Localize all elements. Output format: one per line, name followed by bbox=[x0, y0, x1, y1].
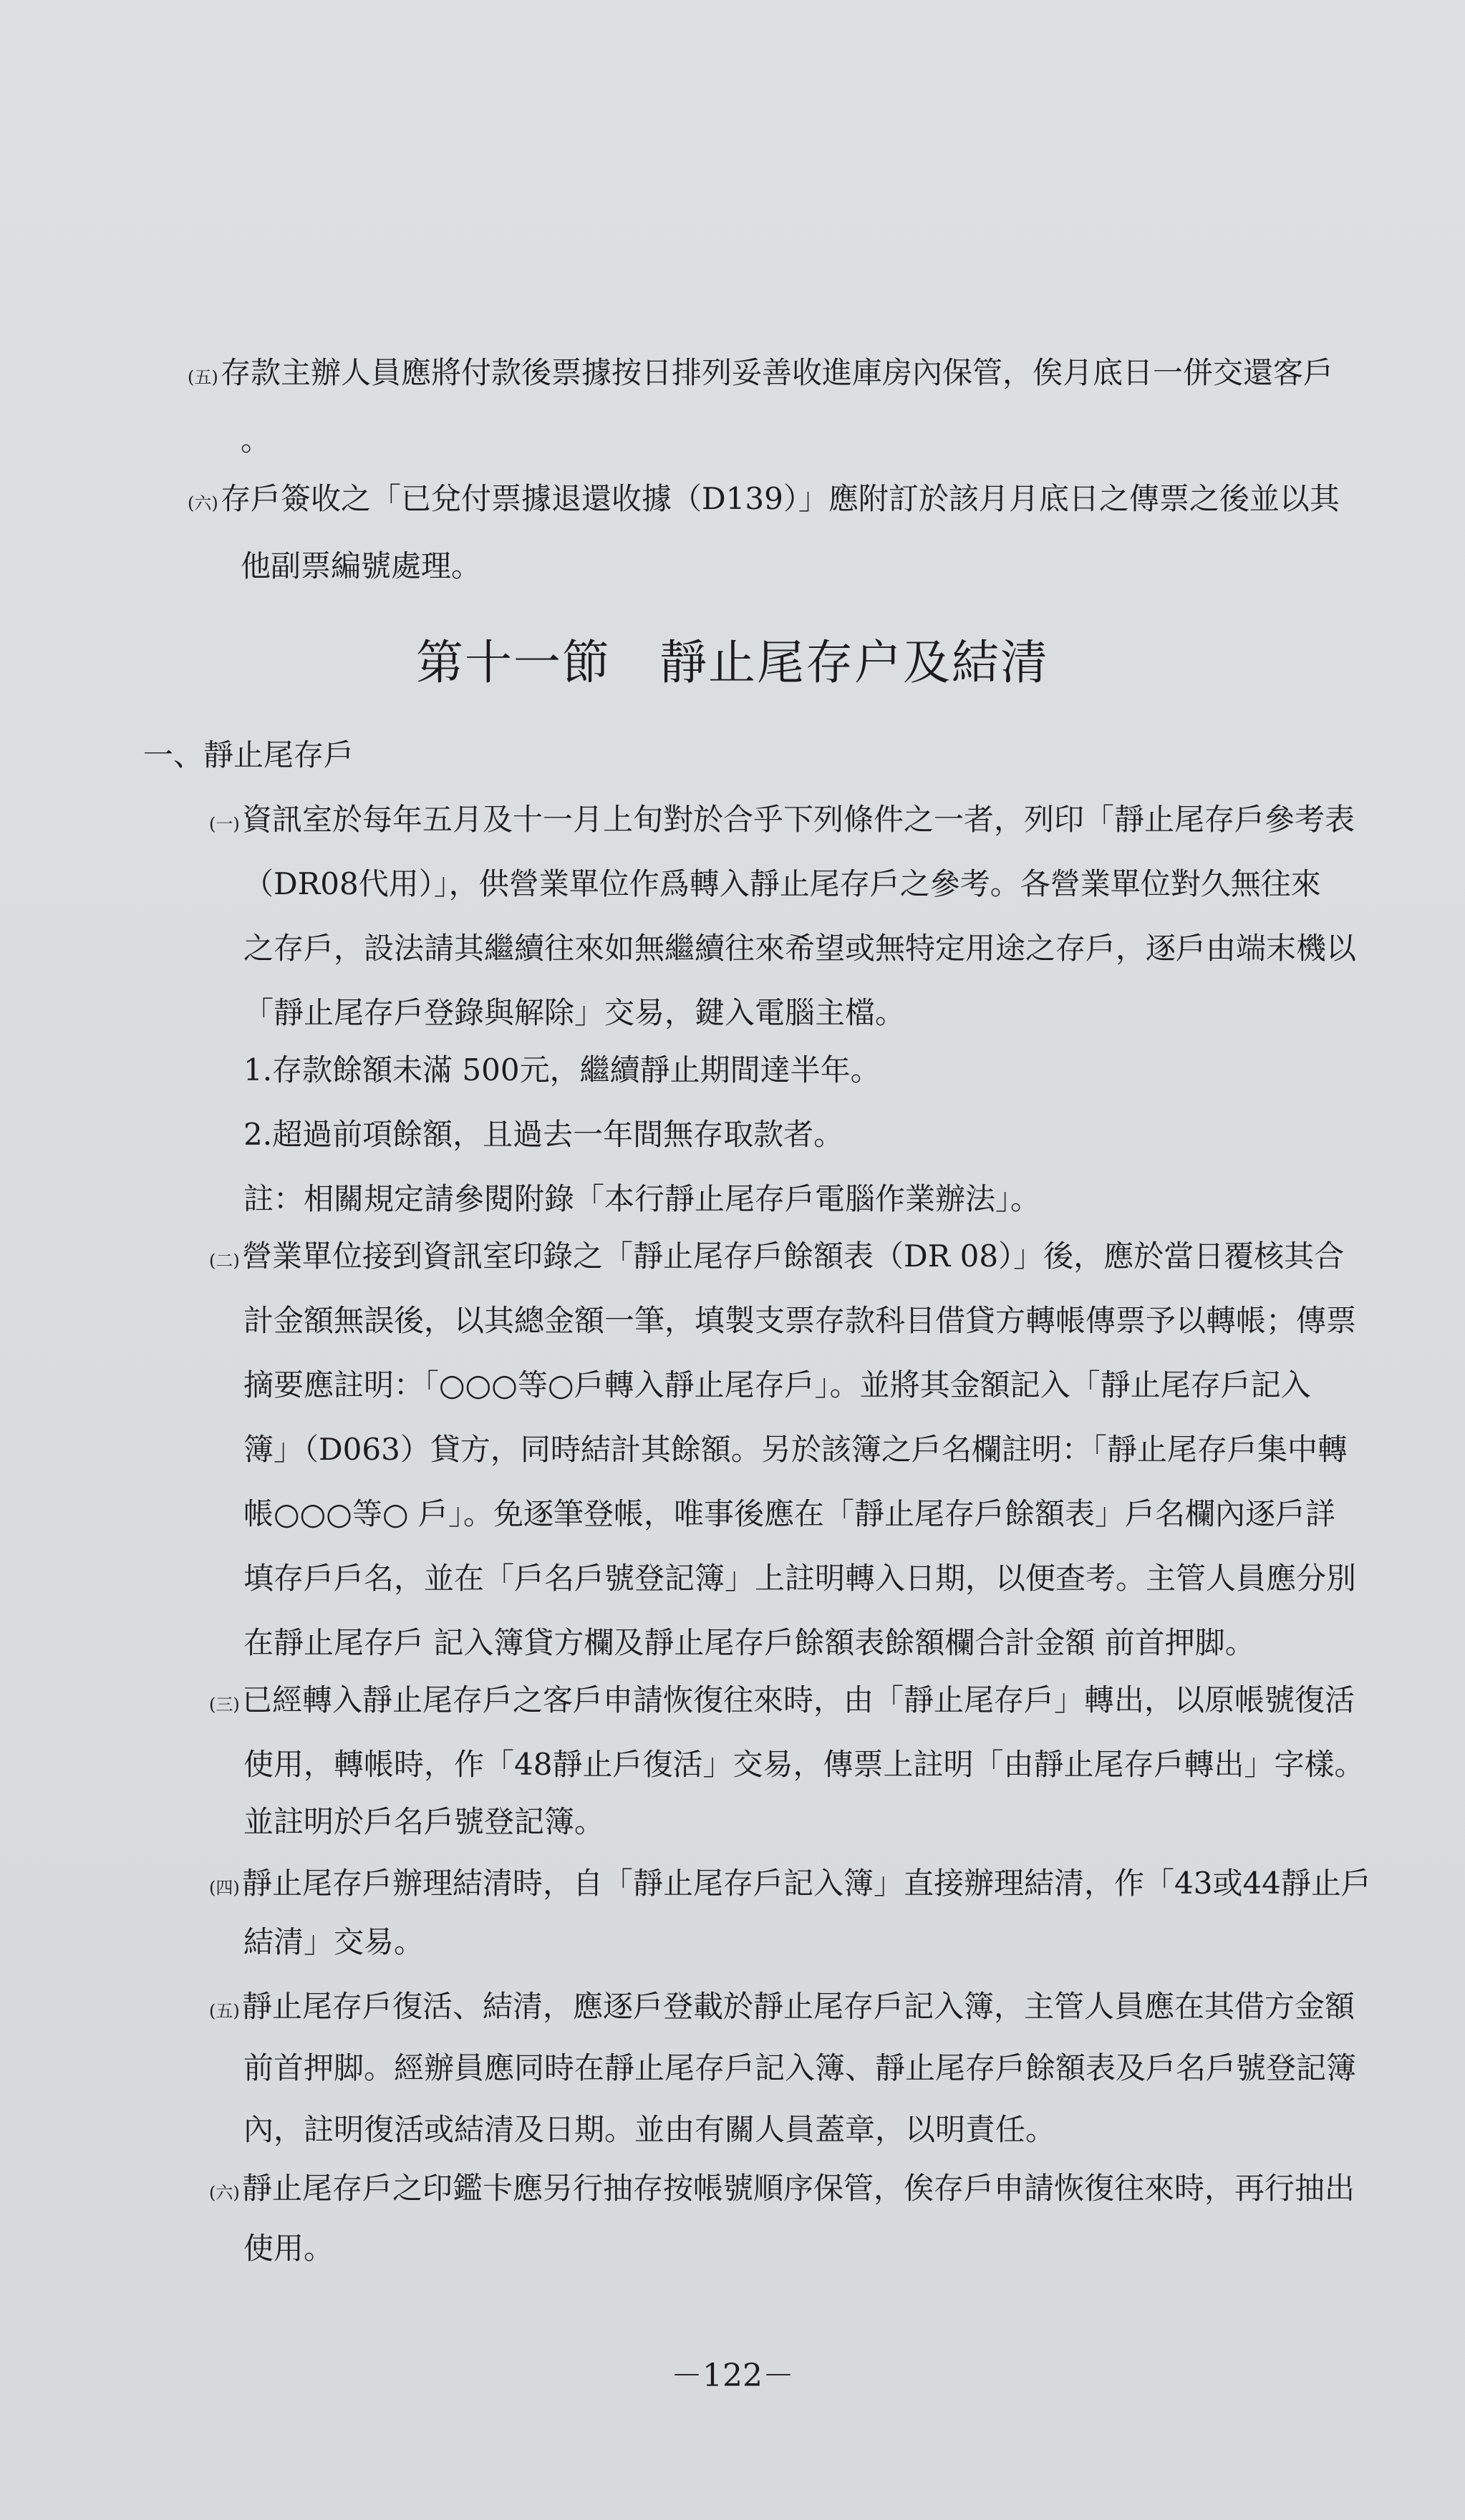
item-6-line-2: 使用。 bbox=[243, 2231, 334, 2266]
item-marker: (四) bbox=[209, 1878, 240, 1898]
item-3-line-1: (三)已經轉入靜止尾存戶之客戶申請恢復往來時，由「靜止尾存戶」轉出，以原帳號復活 bbox=[209, 1682, 1355, 1717]
item-2-line-1: (二)營業單位接到資訊室印錄之「靜止尾存戶餘額表（DR 08）」後，應於當日覆核其合 bbox=[209, 1239, 1345, 1274]
item-1-line-1: (一)資訊室於每年五月及十一月上旬對於合乎下列條件之一者，列印「靜止尾存戶參考表 bbox=[209, 802, 1355, 837]
prev-item-6-line-2: 他副票編號處理。 bbox=[241, 548, 482, 583]
page-number: －122－ bbox=[671, 2357, 794, 2394]
item-1-sub-1: 1.存款餘額未滿 500元，繼續靜止期間達半年。 bbox=[243, 1052, 881, 1087]
item-2-line-3: 摘要應註明：「○○○等○戶轉入靜止尾存戶」。並將其金額記入「靜止尾存戶記入 bbox=[243, 1367, 1311, 1402]
item-5-line-3: 內，註明復活或結清及日期。並由有關人員蓋章，以明責任。 bbox=[243, 2112, 1056, 2147]
item-4-line-1: (四)靜止尾存戶辦理結清時，自「靜止尾存戶記入簿」直接辦理結清，作「43或44靜止戶 bbox=[209, 1866, 1371, 1901]
item-2-line-5: 帳○○○等○ 戶」。免逐筆登帳，唯事後應在「靜止尾存戶餘額表」戶名欄內逐戶詳 bbox=[243, 1496, 1335, 1531]
prev-item-6-line-1: (六)存戶簽收之「已兌付票據退還收據（D139）」應附訂於該月月底日之傳票之後並以其 bbox=[188, 481, 1340, 516]
item-1-line-2: （DR08代用）」，供營業單位作爲轉入靜止尾存戶之參考。各營業單位對久無往來 bbox=[243, 866, 1321, 901]
part-heading: 一、靜止尾存戶 bbox=[143, 737, 354, 772]
item-4-line-2: 結清」交易。 bbox=[243, 1924, 425, 1959]
item-marker: (六) bbox=[209, 2183, 240, 2203]
prev-item-5-line-2: 。 bbox=[241, 422, 271, 457]
item-marker: (三) bbox=[209, 1695, 240, 1715]
item-2-line-7: 在靜止尾存戶 記入簿貸方欄及靜止尾存戶餘額表餘額欄合計金額 前首押脚。 bbox=[243, 1625, 1255, 1660]
item-marker: (二) bbox=[209, 1251, 240, 1271]
item-6-line-1: (六)靜止尾存戶之印鑑卡應另行抽存按帳號順序保管，俟存戶申請恢復往來時，再行抽出 bbox=[209, 2171, 1355, 2206]
item-marker: (六) bbox=[188, 493, 218, 513]
item-1-note: 註：相關規定請參閱附錄「本行靜止尾存戶電腦作業辦法」。 bbox=[243, 1181, 1041, 1216]
item-1-line-4: 「靜止尾存戶登錄與解除」交易，鍵入電腦主檔。 bbox=[243, 995, 906, 1030]
item-3-line-3: 並註明於戶名戶號登記簿。 bbox=[243, 1804, 605, 1839]
item-1-line-3: 之存戶，設法請其繼續往來如無繼續往來希望或無特定用途之存戶，逐戶由端末機以 bbox=[243, 931, 1357, 966]
item-2-line-6: 填存戶戶名，並在「戶名戶號登記簿」上註明轉入日期，以便查考。主管人員應分別 bbox=[243, 1561, 1357, 1596]
item-1-sub-2: 2.超過前項餘額，且過去一年間無存取款者。 bbox=[243, 1117, 844, 1152]
item-2-line-4: 簿」（D063）貸方，同時結計其餘額。另於該簿之戶名欄註明：「靜止尾存戶集中轉 bbox=[243, 1432, 1348, 1467]
item-2-line-2: 計金額無誤後，以其總金額一筆，填製支票存款科目借貸方轉帳傳票予以轉帳；傳票 bbox=[243, 1303, 1357, 1338]
item-5-line-2: 前首押脚。經辦員應同時在靜止尾存戶記入簿、靜止尾存戶餘額表及戶名戶號登記簿 bbox=[243, 2050, 1357, 2085]
item-marker: (一) bbox=[209, 814, 240, 834]
prev-item-5-line-1: (五)存款主辦人員應將付款後票據按日排列妥善收進庫房內保管，俟月底日一併交還客戶 bbox=[188, 355, 1334, 390]
item-5-line-1: (五)靜止尾存戶復活、結清，應逐戶登載於靜止尾存戶記入簿，主管人員應在其借方金額 bbox=[209, 1989, 1355, 2024]
item-3-line-2: 使用，轉帳時，作「48靜止戶復活」交易，傳票上註明「由靜止尾存戶轉出」字樣。 bbox=[243, 1747, 1365, 1782]
item-marker: (五) bbox=[188, 367, 218, 387]
section-title: 第十一節 靜止尾存户及結清 bbox=[416, 635, 1049, 690]
item-marker: (五) bbox=[209, 2001, 240, 2021]
